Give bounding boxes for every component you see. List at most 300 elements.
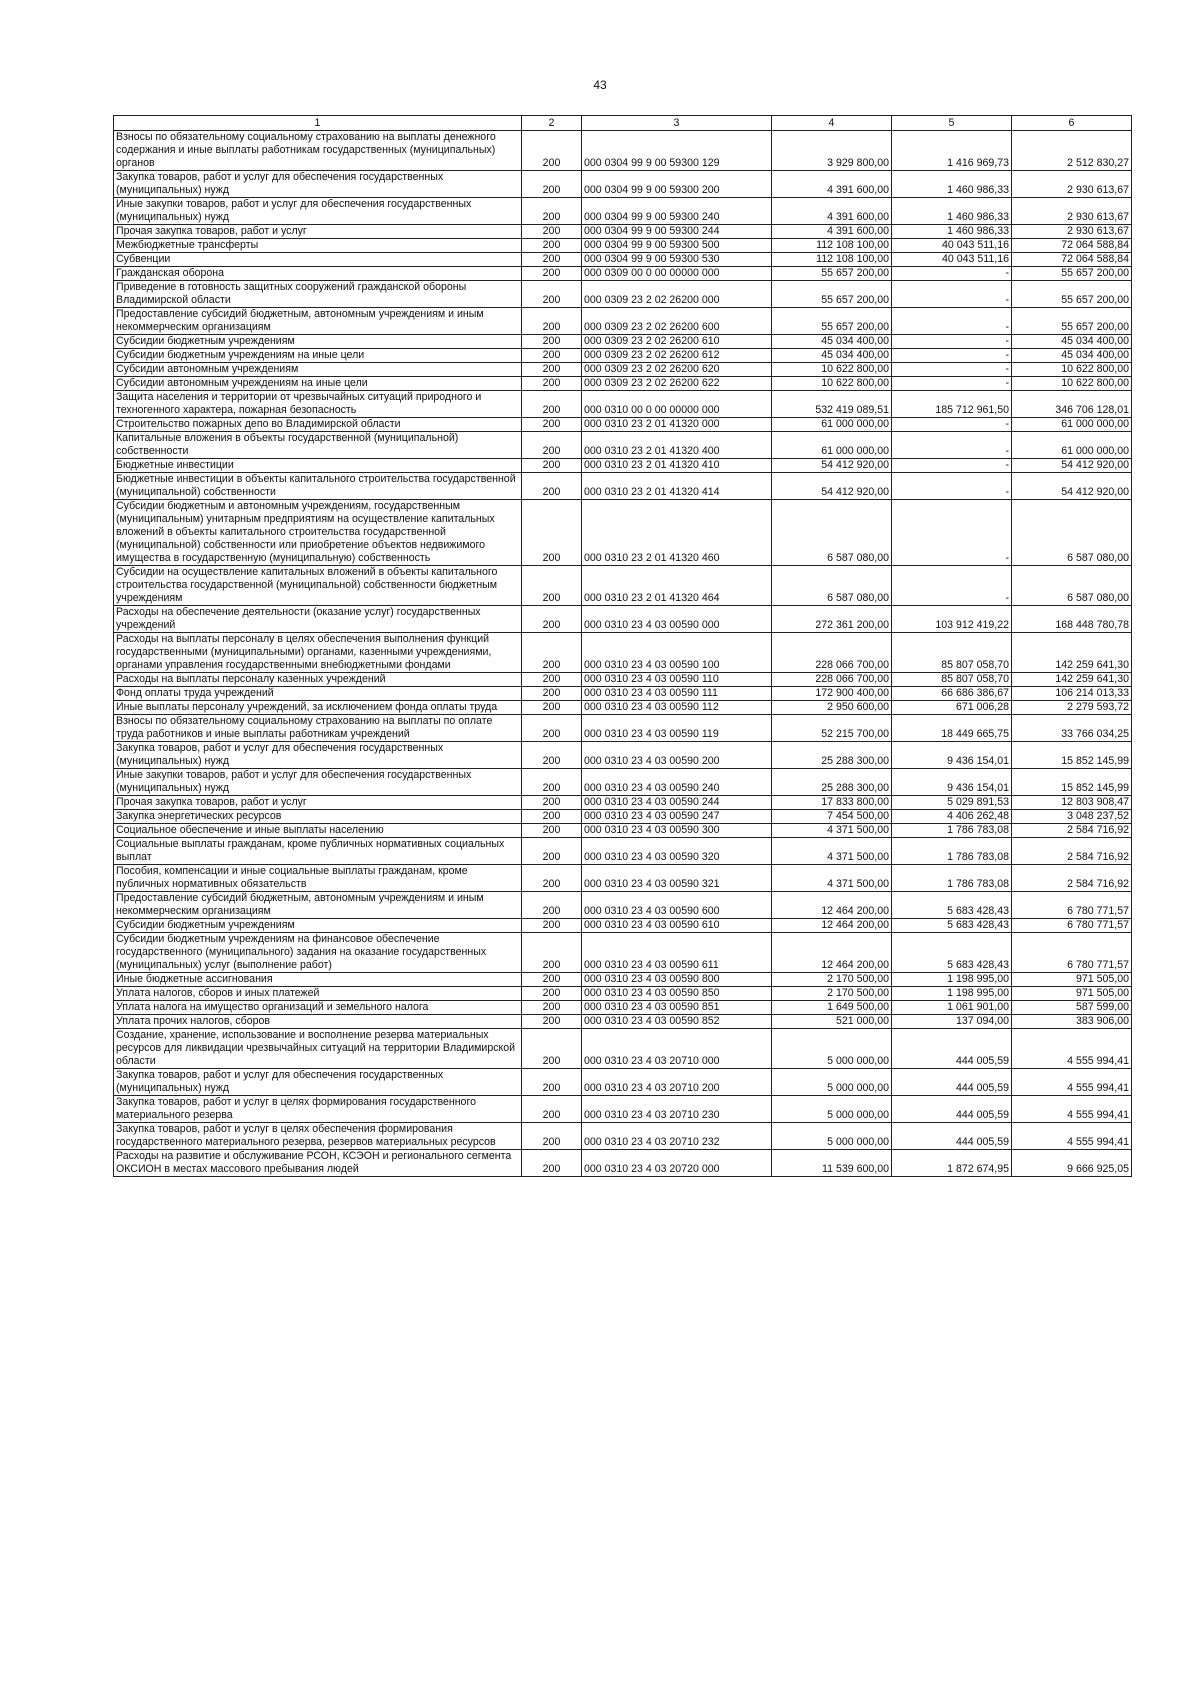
row-description: Межбюджетные трансферты [114,239,522,253]
table-row [114,459,1132,473]
row-planned-amount: 521 000,00 [772,1015,892,1029]
row-budget-code: 000 0310 23 2 01 41320 460 [582,500,772,566]
row-remaining-amount: 2 279 593,72 [1012,701,1132,715]
row-admin-code: 200 [522,473,582,500]
row-description: Взносы по обязательному социальному страхованию на выплаты по оплате труда работников и иные выплаты работникам учреждений [114,715,522,742]
table-row [114,308,1132,335]
row-admin-code: 200 [522,1029,582,1069]
row-budget-code: 000 0310 23 2 01 41320 000 [582,418,772,432]
row-planned-amount: 61 000 000,00 [772,418,892,432]
row-budget-code: 000 0310 00 0 00 00000 000 [582,391,772,418]
row-description: Прочая закупка товаров, работ и услуг [114,225,522,239]
row-description: Закупка энергетических ресурсов [114,810,522,824]
row-budget-code: 000 0310 23 2 01 41320 410 [582,459,772,473]
row-remaining-amount: 6 780 771,57 [1012,892,1132,919]
row-remaining-amount: 72 064 588,84 [1012,239,1132,253]
row-remaining-amount: 2 584 716,92 [1012,824,1132,838]
row-description: Фонд оплаты труда учреждений [114,687,522,701]
table-row [114,1015,1132,1029]
row-description: Субсидии на осуществление капитальных вложений в объекты капитального строительства государственной (муниципальной) собственности бюджетным учреждениям [114,566,522,606]
row-remaining-amount: 61 000 000,00 [1012,432,1132,459]
row-description: Уплата налогов, сборов и иных платежей [114,987,522,1001]
row-executed-amount: - [892,308,1012,335]
row-admin-code: 200 [522,171,582,198]
row-description: Субсидии бюджетным учреждениям [114,335,522,349]
row-remaining-amount: 168 448 780,78 [1012,606,1132,633]
row-remaining-amount: 4 555 994,41 [1012,1096,1132,1123]
table-row [114,742,1132,769]
row-remaining-amount: 6 780 771,57 [1012,933,1132,973]
row-executed-amount: 444 005,59 [892,1029,1012,1069]
column-header: 2 [522,116,582,131]
row-planned-amount: 12 464 200,00 [772,933,892,973]
row-budget-code: 000 0310 23 4 03 00590 321 [582,865,772,892]
row-executed-amount: 1 786 783,08 [892,865,1012,892]
row-budget-code: 000 0309 23 2 02 26200 622 [582,377,772,391]
row-admin-code: 200 [522,701,582,715]
table-row [114,633,1132,673]
table-row [114,281,1132,308]
budget-table [113,115,1132,1177]
table-row [114,335,1132,349]
row-executed-amount: 85 807 058,70 [892,633,1012,673]
row-remaining-amount: 54 412 920,00 [1012,473,1132,500]
row-admin-code: 200 [522,824,582,838]
row-executed-amount: 40 043 511,16 [892,253,1012,267]
row-budget-code: 000 0310 23 4 03 00590 240 [582,769,772,796]
row-budget-code: 000 0310 23 4 03 00590 000 [582,606,772,633]
row-description: Субвенции [114,253,522,267]
row-budget-code: 000 0304 99 9 00 59300 200 [582,171,772,198]
column-header: 1 [114,116,522,131]
row-remaining-amount: 6 587 080,00 [1012,566,1132,606]
row-description: Бюджетные инвестиции [114,459,522,473]
row-description: Закупка товаров, работ и услуг для обеспечения государственных (муниципальных) нужд [114,171,522,198]
row-budget-code: 000 0309 00 0 00 00000 000 [582,267,772,281]
row-executed-amount: 444 005,59 [892,1123,1012,1150]
row-remaining-amount: 383 906,00 [1012,1015,1132,1029]
row-executed-amount: 1 198 995,00 [892,987,1012,1001]
row-planned-amount: 45 034 400,00 [772,349,892,363]
row-planned-amount: 112 108 100,00 [772,253,892,267]
row-budget-code: 000 0310 23 4 03 20710 000 [582,1029,772,1069]
row-planned-amount: 25 288 300,00 [772,769,892,796]
row-executed-amount: - [892,363,1012,377]
table-row [114,1096,1132,1123]
row-admin-code: 200 [522,715,582,742]
row-planned-amount: 11 539 600,00 [772,1150,892,1177]
row-admin-code: 200 [522,973,582,987]
row-budget-code: 000 0304 99 9 00 59300 240 [582,198,772,225]
row-budget-code: 000 0310 23 4 03 00590 112 [582,701,772,715]
row-remaining-amount: 45 034 400,00 [1012,349,1132,363]
row-remaining-amount: 346 706 128,01 [1012,391,1132,418]
row-executed-amount: 5 029 891,53 [892,796,1012,810]
row-budget-code: 000 0310 23 2 01 41320 400 [582,432,772,459]
row-remaining-amount: 6 780 771,57 [1012,919,1132,933]
row-admin-code: 200 [522,987,582,1001]
row-budget-code: 000 0310 23 4 03 00590 610 [582,919,772,933]
row-admin-code: 200 [522,1069,582,1096]
row-budget-code: 000 0310 23 4 03 00590 850 [582,987,772,1001]
row-admin-code: 200 [522,253,582,267]
row-executed-amount: - [892,267,1012,281]
row-admin-code: 200 [522,391,582,418]
row-planned-amount: 17 833 800,00 [772,796,892,810]
row-executed-amount: - [892,566,1012,606]
column-header: 5 [892,116,1012,131]
row-budget-code: 000 0310 23 2 01 41320 414 [582,473,772,500]
row-executed-amount: - [892,418,1012,432]
row-description: Субсидии автономным учреждениям [114,363,522,377]
row-planned-amount: 4 371 500,00 [772,824,892,838]
row-remaining-amount: 45 034 400,00 [1012,335,1132,349]
row-executed-amount: 9 436 154,01 [892,742,1012,769]
row-planned-amount: 12 464 200,00 [772,892,892,919]
row-executed-amount: - [892,335,1012,349]
table-row [114,769,1132,796]
row-executed-amount: 18 449 665,75 [892,715,1012,742]
row-admin-code: 200 [522,363,582,377]
row-budget-code: 000 0310 23 4 03 00590 300 [582,824,772,838]
row-description: Уплата налога на имущество организаций и земельного налога [114,1001,522,1015]
row-budget-code: 000 0310 23 4 03 00590 320 [582,838,772,865]
row-executed-amount: - [892,432,1012,459]
row-planned-amount: 112 108 100,00 [772,239,892,253]
row-remaining-amount: 971 505,00 [1012,987,1132,1001]
row-remaining-amount: 61 000 000,00 [1012,418,1132,432]
row-executed-amount: 1 198 995,00 [892,973,1012,987]
table-row [114,239,1132,253]
row-admin-code: 200 [522,267,582,281]
row-description: Создание, хранение, использование и восполнение резерва материальных ресурсов для ликвидации чрезвычайных ситуаций на территории Владимирской области [114,1029,522,1069]
row-admin-code: 200 [522,1123,582,1150]
row-description: Закупка товаров, работ и услуг в целях формирования государственного материального резерва [114,1096,522,1123]
table-row [114,225,1132,239]
row-budget-code: 000 0310 23 4 03 00590 100 [582,633,772,673]
row-description: Прочая закупка товаров, работ и услуг [114,796,522,810]
row-remaining-amount: 142 259 641,30 [1012,673,1132,687]
row-remaining-amount: 10 622 800,00 [1012,363,1132,377]
row-planned-amount: 4 391 600,00 [772,225,892,239]
row-executed-amount: 185 712 961,50 [892,391,1012,418]
row-planned-amount: 10 622 800,00 [772,363,892,377]
table-row [114,1069,1132,1096]
table-row [114,824,1132,838]
row-budget-code: 000 0310 23 4 03 00590 200 [582,742,772,769]
row-budget-code: 000 0310 23 4 03 20710 232 [582,1123,772,1150]
row-description: Иные выплаты персоналу учреждений, за исключением фонда оплаты труда [114,701,522,715]
row-executed-amount: 9 436 154,01 [892,769,1012,796]
row-executed-amount: 671 006,28 [892,701,1012,715]
table-row [114,377,1132,391]
row-description: Субсидии бюджетным учреждениям на иные цели [114,349,522,363]
table-row [114,796,1132,810]
table-row [114,253,1132,267]
row-executed-amount: 1 460 986,33 [892,225,1012,239]
row-budget-code: 000 0309 23 2 02 26200 610 [582,335,772,349]
row-admin-code: 200 [522,892,582,919]
row-budget-code: 000 0310 23 4 03 00590 611 [582,933,772,973]
table-row [114,198,1132,225]
row-remaining-amount: 2 930 613,67 [1012,225,1132,239]
row-budget-code: 000 0309 23 2 02 26200 612 [582,349,772,363]
row-description: Гражданская оборона [114,267,522,281]
row-description: Социальные выплаты гражданам, кроме публичных нормативных социальных выплат [114,838,522,865]
row-executed-amount: 103 912 419,22 [892,606,1012,633]
row-admin-code: 200 [522,838,582,865]
row-description: Субсидии бюджетным учреждениям на финансовое обеспечение государственного (муниципального) задания на оказание государственных (муниципальных) услуг (выполнение работ) [114,933,522,973]
row-budget-code: 000 0310 23 4 03 00590 247 [582,810,772,824]
row-admin-code: 200 [522,377,582,391]
row-remaining-amount: 15 852 145,99 [1012,742,1132,769]
row-description: Взносы по обязательному социальному страхованию на выплаты денежного содержания и иные выплаты работникам государственных (муниципальных) органов [114,131,522,171]
table-row [114,363,1132,377]
row-budget-code: 000 0310 23 4 03 00590 110 [582,673,772,687]
table-row [114,919,1132,933]
row-remaining-amount: 142 259 641,30 [1012,633,1132,673]
table-row [114,131,1132,171]
row-remaining-amount: 12 803 908,47 [1012,796,1132,810]
column-header: 4 [772,116,892,131]
row-admin-code: 200 [522,742,582,769]
table-row [114,810,1132,824]
row-description: Иные закупки товаров, работ и услуг для обеспечения государственных (муниципальных) нужд [114,769,522,796]
row-planned-amount: 6 587 080,00 [772,566,892,606]
row-admin-code: 200 [522,810,582,824]
row-budget-code: 000 0310 23 4 03 20710 200 [582,1069,772,1096]
table-row [114,267,1132,281]
row-description: Предоставление субсидий бюджетным, автономным учреждениям и иным некоммерческим организациям [114,308,522,335]
row-executed-amount: - [892,349,1012,363]
row-admin-code: 200 [522,606,582,633]
row-description: Иные бюджетные ассигнования [114,973,522,987]
row-planned-amount: 1 649 500,00 [772,1001,892,1015]
row-planned-amount: 5 000 000,00 [772,1123,892,1150]
row-admin-code: 200 [522,335,582,349]
row-description: Закупка товаров, работ и услуг для обеспечения государственных (муниципальных) нужд [114,742,522,769]
row-budget-code: 000 0310 23 4 03 00590 244 [582,796,772,810]
row-description: Закупка товаров, работ и услуг для обеспечения государственных (муниципальных) нужд [114,1069,522,1096]
row-planned-amount: 61 000 000,00 [772,432,892,459]
row-description: Уплата прочих налогов, сборов [114,1015,522,1029]
row-admin-code: 200 [522,1150,582,1177]
row-planned-amount: 272 361 200,00 [772,606,892,633]
table-row [114,171,1132,198]
row-remaining-amount: 2 584 716,92 [1012,865,1132,892]
row-admin-code: 200 [522,1001,582,1015]
table-row [114,687,1132,701]
table-row [114,391,1132,418]
row-admin-code: 200 [522,281,582,308]
row-planned-amount: 172 900 400,00 [772,687,892,701]
row-budget-code: 000 0310 23 4 03 00590 851 [582,1001,772,1015]
row-budget-code: 000 0310 23 4 03 20720 000 [582,1150,772,1177]
row-admin-code: 200 [522,239,582,253]
row-budget-code: 000 0310 23 4 03 00590 800 [582,973,772,987]
row-admin-code: 200 [522,687,582,701]
row-planned-amount: 7 454 500,00 [772,810,892,824]
row-description: Капитальные вложения в объекты государственной (муниципальной) собственности [114,432,522,459]
row-executed-amount: 5 683 428,43 [892,892,1012,919]
table-row [114,715,1132,742]
table-row [114,865,1132,892]
row-executed-amount: 1 872 674,95 [892,1150,1012,1177]
row-planned-amount: 25 288 300,00 [772,742,892,769]
row-admin-code: 200 [522,919,582,933]
row-remaining-amount: 4 555 994,41 [1012,1069,1132,1096]
row-admin-code: 200 [522,500,582,566]
table-row [114,987,1132,1001]
row-executed-amount: 4 406 262,48 [892,810,1012,824]
row-budget-code: 000 0304 99 9 00 59300 500 [582,239,772,253]
row-admin-code: 200 [522,673,582,687]
row-executed-amount: 1 460 986,33 [892,198,1012,225]
row-admin-code: 200 [522,865,582,892]
table-row [114,1150,1132,1177]
row-remaining-amount: 10 622 800,00 [1012,377,1132,391]
table-row [114,1029,1132,1069]
row-planned-amount: 55 657 200,00 [772,267,892,281]
row-description: Предоставление субсидий бюджетным, автономным учреждениям и иным некоммерческим организациям [114,892,522,919]
row-planned-amount: 54 412 920,00 [772,473,892,500]
row-budget-code: 000 0310 23 4 03 00590 852 [582,1015,772,1029]
row-admin-code: 200 [522,225,582,239]
row-description: Субсидии бюджетным учреждениям [114,919,522,933]
row-planned-amount: 4 371 500,00 [772,865,892,892]
row-planned-amount: 5 000 000,00 [772,1096,892,1123]
page-number: 43 [593,78,607,92]
row-executed-amount: - [892,377,1012,391]
table-row [114,473,1132,500]
row-executed-amount: - [892,500,1012,566]
row-executed-amount: 1 061 901,00 [892,1001,1012,1015]
row-budget-code: 000 0310 23 4 03 00590 111 [582,687,772,701]
row-planned-amount: 228 066 700,00 [772,673,892,687]
row-budget-code: 000 0310 23 4 03 00590 119 [582,715,772,742]
row-description: Защита населения и территории от чрезвычайных ситуаций природного и техногенного характера, пожарная безопасность [114,391,522,418]
row-executed-amount: 444 005,59 [892,1069,1012,1096]
row-executed-amount: 5 683 428,43 [892,933,1012,973]
row-remaining-amount: 971 505,00 [1012,973,1132,987]
row-admin-code: 200 [522,418,582,432]
row-description: Иные закупки товаров, работ и услуг для обеспечения государственных (муниципальных) нужд [114,198,522,225]
row-planned-amount: 10 622 800,00 [772,377,892,391]
row-planned-amount: 6 587 080,00 [772,500,892,566]
row-executed-amount: 1 786 783,08 [892,838,1012,865]
table-row [114,1001,1132,1015]
row-remaining-amount: 54 412 920,00 [1012,459,1132,473]
row-remaining-amount: 9 666 925,05 [1012,1150,1132,1177]
row-executed-amount: 66 686 386,67 [892,687,1012,701]
table-body [114,131,1132,1177]
row-description: Строительство пожарных депо во Владимирской области [114,418,522,432]
row-planned-amount: 52 215 700,00 [772,715,892,742]
row-description: Бюджетные инвестиции в объекты капитального строительства государственной (муниципальной) собственности [114,473,522,500]
row-executed-amount: 444 005,59 [892,1096,1012,1123]
row-remaining-amount: 2 930 613,67 [1012,198,1132,225]
row-remaining-amount: 55 657 200,00 [1012,308,1132,335]
row-budget-code: 000 0310 23 2 01 41320 464 [582,566,772,606]
row-admin-code: 200 [522,131,582,171]
table-row [114,566,1132,606]
row-executed-amount: 5 683 428,43 [892,919,1012,933]
row-admin-code: 200 [522,308,582,335]
row-budget-code: 000 0310 23 4 03 20710 230 [582,1096,772,1123]
row-executed-amount: - [892,473,1012,500]
table-row [114,933,1132,973]
row-executed-amount: 1 416 969,73 [892,131,1012,171]
row-planned-amount: 45 034 400,00 [772,335,892,349]
row-planned-amount: 228 066 700,00 [772,633,892,673]
table-row [114,892,1132,919]
row-planned-amount: 2 950 600,00 [772,701,892,715]
row-admin-code: 200 [522,349,582,363]
row-description: Расходы на выплаты персоналу в целях обеспечения выполнения функций государственными (муниципальными) органами, казенными учреждениями, органами управления государственными внебюджетными фондами [114,633,522,673]
row-description: Субсидии бюджетным и автономным учреждениям, государственным (муниципальным) унитарным предприятиям на осуществление капитальных вложений в объекты капитального строительства государственной (муниципальной) собственности или приобретение объектов недвижимого имущества в государственную (муниципальную) собственность [114,500,522,566]
table-row [114,606,1132,633]
row-description: Расходы на выплаты персоналу казенных учреждений [114,673,522,687]
row-planned-amount: 4 391 600,00 [772,198,892,225]
row-remaining-amount: 55 657 200,00 [1012,267,1132,281]
row-planned-amount: 54 412 920,00 [772,459,892,473]
row-executed-amount: 1 786 783,08 [892,824,1012,838]
row-remaining-amount: 587 599,00 [1012,1001,1132,1015]
row-description: Закупка товаров, работ и услуг в целях обеспечения формирования государственного материального резерва, резервов материальных ресурсов [114,1123,522,1150]
row-planned-amount: 5 000 000,00 [772,1029,892,1069]
table-row [114,349,1132,363]
row-remaining-amount: 4 555 994,41 [1012,1029,1132,1069]
row-planned-amount: 55 657 200,00 [772,308,892,335]
row-budget-code: 000 0304 99 9 00 59300 530 [582,253,772,267]
row-budget-code: 000 0309 23 2 02 26200 000 [582,281,772,308]
row-executed-amount: - [892,459,1012,473]
row-description: Субсидии автономным учреждениям на иные цели [114,377,522,391]
row-planned-amount: 55 657 200,00 [772,281,892,308]
table-row [114,673,1132,687]
row-admin-code: 200 [522,1015,582,1029]
row-remaining-amount: 2 584 716,92 [1012,838,1132,865]
row-executed-amount: 40 043 511,16 [892,239,1012,253]
row-description: Приведение в готовность защитных сооружений гражданской обороны Владимирской области [114,281,522,308]
row-planned-amount: 4 391 600,00 [772,171,892,198]
row-description: Пособия, компенсации и иные социальные выплаты гражданам, кроме публичных нормативных обязательств [114,865,522,892]
row-admin-code: 200 [522,459,582,473]
column-header: 6 [1012,116,1132,131]
row-remaining-amount: 55 657 200,00 [1012,281,1132,308]
row-planned-amount: 4 371 500,00 [772,838,892,865]
row-budget-code: 000 0304 99 9 00 59300 129 [582,131,772,171]
row-admin-code: 200 [522,933,582,973]
table-row [114,500,1132,566]
row-admin-code: 200 [522,1096,582,1123]
row-planned-amount: 3 929 800,00 [772,131,892,171]
row-remaining-amount: 4 555 994,41 [1012,1123,1132,1150]
row-description: Социальное обеспечение и иные выплаты населению [114,824,522,838]
row-remaining-amount: 33 766 034,25 [1012,715,1132,742]
row-description: Расходы на развитие и обслуживание РСОН, КСЭОН и регионального сегмента ОКСИОН в местах массового пребывания людей [114,1150,522,1177]
column-header: 3 [582,116,772,131]
row-executed-amount: 1 460 986,33 [892,171,1012,198]
row-remaining-amount: 2 930 613,67 [1012,171,1132,198]
table-row [114,432,1132,459]
table-header-row [114,116,1132,131]
row-remaining-amount: 15 852 145,99 [1012,769,1132,796]
row-remaining-amount: 3 048 237,52 [1012,810,1132,824]
row-executed-amount: 137 094,00 [892,1015,1012,1029]
row-remaining-amount: 72 064 588,84 [1012,253,1132,267]
row-planned-amount: 2 170 500,00 [772,973,892,987]
